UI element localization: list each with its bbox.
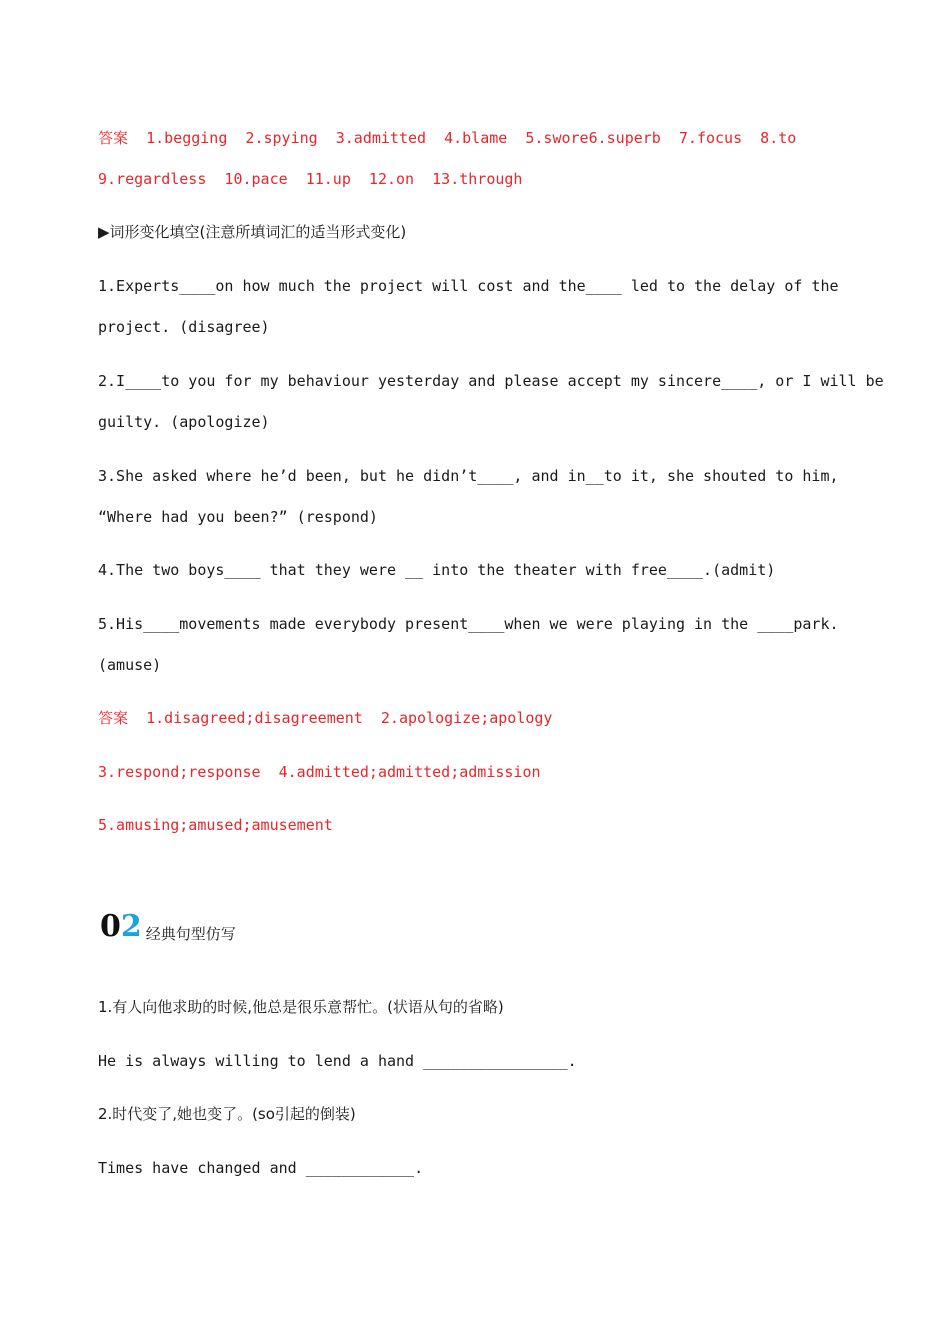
exercise-1-line-1: 1.Experts____on how much the project will cost and the____ led to the delay of the [98,277,839,295]
exercise-1-line-2: project. (disagree) [98,318,270,336]
answer-line-2: 9.regardless 10.pace 11.up 12.on 13.through [98,170,523,188]
answer2-line-3: 5.amusing;amused;amusement [98,816,333,834]
pattern-1-prompt: 1.有人向他求助的时候,他总是很乐意帮忙。(状语从句的省略) [98,998,504,1016]
answer-line-1 [98,128,796,148]
exercise-2-line-2: guilty. (apologize) [98,413,270,431]
section-title-word-forms: ▶词形变化填空(注意所填词汇的适当形式变化) [98,223,407,241]
exercise-2-line-1: 2.I____to you for my behaviour yesterday and please accept my sincere____, or I will be [98,372,884,390]
section-number-zero: 0 [100,909,121,944]
exercise-5-line-1: 5.His____movements made everybody present____when we were playing in the ____park. [98,615,839,633]
answer2-text: 1.disagreed;disagreement 2.apologize;apology [146,709,553,727]
section-02-heading [100,908,236,944]
exercise-3-line-1: 3.She asked where he’d been, but he didn’t____, and in__to it, she shouted to him, [98,467,839,485]
pattern-1-sentence: He is always willing to lend a hand ________________. [98,1052,577,1070]
exercise-4-line-1: 4.The two boys____ that they were __ into the theater with free____.(admit) [98,561,776,579]
pattern-2-sentence: Times have changed and ____________. [98,1159,424,1177]
pattern-2-prompt: 2.时代变了,她也变了。(so引起的倒装) [98,1105,356,1123]
section-number-two: 2 [120,909,142,944]
section-02-title: 经典句型仿写 [145,925,236,943]
answer2-line-2: 3.respond;response 4.admitted;admitted;admission [98,763,541,781]
exercise-3-line-2: “Where had you been?” (respond) [98,508,378,526]
exercise-5-line-2: (amuse) [98,656,162,674]
answer-label: 答案 [98,129,129,147]
answer-text: 1.begging 2.spying 3.admitted 4.blame 5.swore6.superb 7.focus 8.to [146,129,797,147]
answer2-label: 答案 [98,709,129,727]
answer2-line-1 [98,708,552,728]
